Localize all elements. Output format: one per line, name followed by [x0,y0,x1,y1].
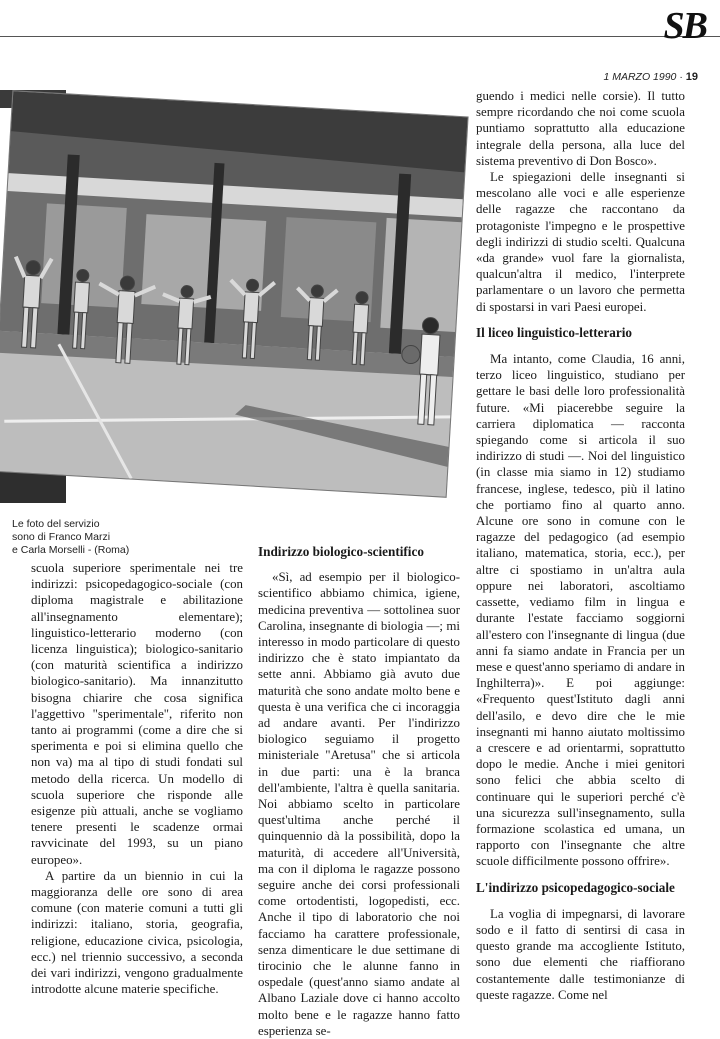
issue-date: 1 MARZO 1990 [603,71,677,83]
article-column-1 [31,560,243,997]
article-column-2 [258,544,460,1039]
gym-photo [0,91,468,497]
page-folio: 1 MARZO 1990 · 19 [603,71,698,83]
paragraph: guendo i medici nelle corsie). Il tutto sempre ricordando che noi come scuola puntiamo soprattutto alla educazione integrale della persona, alla luce del sistema preventivo di Don Bosco». [476,89,685,168]
article-column-3 [476,88,685,1003]
paragraph: A partire da un biennio in cui la maggioranza delle ore sono di area comune (con materie comuni a tutti gli indirizzi: italiano, storia, geografia, religione, educazione civica, psicologia, ecc.) nel triennio successivo, a seconda dei vari indirizzi, vengono gradualmente introdotte alcune materie specifiche. [31,868,243,997]
paragraph: La voglia di impegnarsi, di lavorare sodo e il fatto di sentirsi di casa in questo grande ma accogliente Istituto, sono due elementi che riaffiorano costantemente dalle testimonianze di queste ragazze. Come nel [476,906,685,1002]
paragraph: Le spiegazioni delle insegnanti si mescolano alle voci e alle esperienze delle ragazze che raccontano da protagoniste l'impegno e le prospettive degli indirizzi di studio scelti. Qualcuna «da grande» vuol fare la giornalista, qualcun'altra il medico, l'interprete parlamentare o un lavoro che permetta di spostarsi in vari Paesi europei. [476,170,685,314]
paragraph: scuola superiore sperimentale nei tre indirizzi: psicopedagogico-sociale (con diploma magistrale e abilitazione all'insegnamento elementare); linguistico-letterario moderno (con licenza linguistica); biologico-sanitario (con maturità scientifica a indirizzo biologico-sanitario). Ma innanzitutto bisogna chiarire che cosa significa l'aggettivo "sperimentale", riferito non tanto ai programmi (come a dire che si sperimenta e poi si elimina quello che non va) ma al tipo di studi fondati sul metodo della ricerca. Un modello di scuola superiore che risponde alle esigenze più attuali, anche se vogliamo tenere presenti le scadenze ormai ravvicinate del 1993, su un piano europeo». [31,561,243,867]
photo-caption [12,518,242,557]
section-heading: Indirizzo biologico-scientifico [258,544,424,559]
paragraph: «Sì, ad esempio per il biologico-scientifico abbiamo chimica, igiene, medicina preventiva — sottolinea suor Carolina, insegnante di biologia —; mi interesso in modo particolare di questo indirizzo che è stato impiantato da sette anni. Abbiamo già avuto due maturità che sono andate molto bene e questa è una verifica che ci incoraggia ad andare avanti. Per l'indirizzo biologico seguiamo il progetto ministeriale "Aretusa" che si articola in due parti: una è la branca dell'ambiente, l'altra è quella sanitaria. Noi abbiamo scelto in particolare quest'ultima anche perché il quinquennio dà la possibilità, dopo la maturità, di accedere all'Università, ma con il diploma le ragazze possono seguire anche dei corsi professionali come ortodentisti, logopedisti, ecc. Anche il tipo di laboratorio che noi facciamo ha carattere professionale, senza dimenticare le due settimane di tirocinio che le alunne fanno in ospedale (quest'anno siamo andate al Albano Laziale dove ci hanno accolto molto bene e le ragazze hanno fatto esperienza se- [258,570,460,1038]
header-rule [0,36,720,37]
magazine-logo: SB [663,5,706,47]
caption-line: e Carla Morselli - (Roma) [12,544,130,556]
section-heading: Il liceo linguistico-letterario [476,324,633,340]
photo-block [0,88,470,508]
gym-photo-image [0,91,468,497]
caption-line: sono di Franco Marzi [12,531,111,543]
section-heading: L'indirizzo psicopedagogico-sociale [476,879,675,895]
page-number: 19 [685,71,698,83]
caption-line: Le foto del servizio [12,518,100,530]
paragraph: Ma intanto, come Claudia, 16 anni, terzo liceo linguistico, studiano per gettare le basi delle loro professionalità future. «Mi piacerebbe seguire la carriera diplomatica — racconta spiegando come si articola il suo indirizzo di studi —. Noi del linguistico (in classe mia siamo in 12) studiamo francese, inglese, tedesco, più il latino che portiamo fino al quarto anno. Alcune ore sono in comune con le ragazze del pedagogico (ad esempio italiano, matematica, storia, ecc.), per altre ci spostiamo in un'altra aula oppure nei laboratori, ascoltiamo cassette, vediamo film in lingua e durante l'estate facciamo soggiorni all'estero con l'insegnante di lingua (due anni fa siamo andate in Francia per un mese e quest'anno speriamo di andare in Inghilterra)». E poi aggiunge: «Frequento quest'Istituto dagli anni dell'asilo, e devo dire che le mie insegnanti mi hanno aiutato moltissimo a crescere e ad orientarmi, soprattutto dopo le medie. Anche i miei genitori sono felici che abbia scelto di continuare qui le superiori perché c'è una sicurezza sull'insegnamento, sulla formazione scolastica ed umana, un rapporto con l'insegnante che altre scuole difficilmente possono offrire». [476,352,685,869]
